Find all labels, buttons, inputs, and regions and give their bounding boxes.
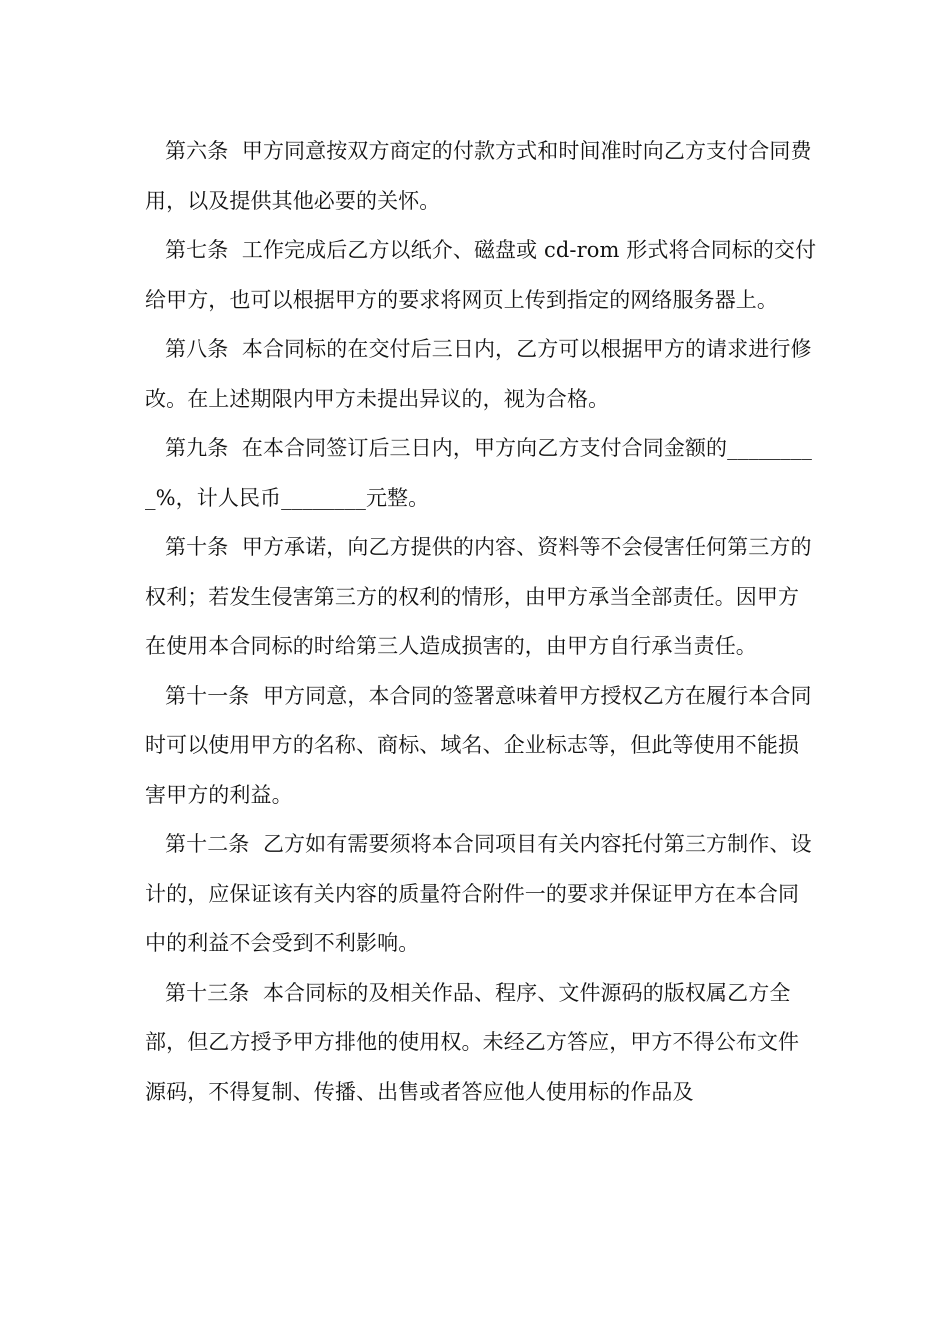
clause-8: 第八条 本合同标的在交付后三日内，乙方可以根据甲方的请求进行修改。在上述期限内甲方未提出异议的，视为合格。 [145,337,812,411]
clause-9: 第九条 在本合同签订后三日内，甲方向乙方支付合同金额的_________%，计人民币________元整。 [145,436,812,510]
clause-13: 第十三条 本合同标的及相关作品、程序、文件源码的版权属乙方全部，但乙方授予甲方排他的使用权。未经乙方答应，甲方不得公布文件源码，不得复制、传播、出售或者答应他人使用标的作品及 [145,980,800,1104]
clause-10: 第十条 甲方承诺，向乙方提供的内容、资料等不会侵害任何第三方的权利；若发生侵害第三方的权利的情形，由甲方承当全部责任。因甲方在使用本合同标的时给第三人造成损害的，由甲方自行承当责任。 [145,535,812,658]
document-body [145,127,817,1117]
clause-7: 第七条 工作完成后乙方以纸介、磁盘或 cd-rom 形式将合同标的交付给甲方，也可以根据甲方的要求将网页上传到指定的网络服务器上。 [145,238,817,312]
clause-11: 第十一条 甲方同意，本合同的签署意味着甲方授权乙方在履行本合同时可以使用甲方的名称、商标、域名、企业标志等，但此等使用不能损害甲方的利益。 [145,683,812,807]
clause-12: 第十二条 乙方如有需要须将本合同项目有关内容托付第三方制作、设计的，应保证该有关内容的质量符合附件一的要求并保证甲方在本合同中的利益不会受到不利影响。 [145,832,812,955]
clause-6: 第六条 甲方同意按双方商定的付款方式和时间准时向乙方支付合同费用，以及提供其他必要的关怀。 [145,139,812,213]
